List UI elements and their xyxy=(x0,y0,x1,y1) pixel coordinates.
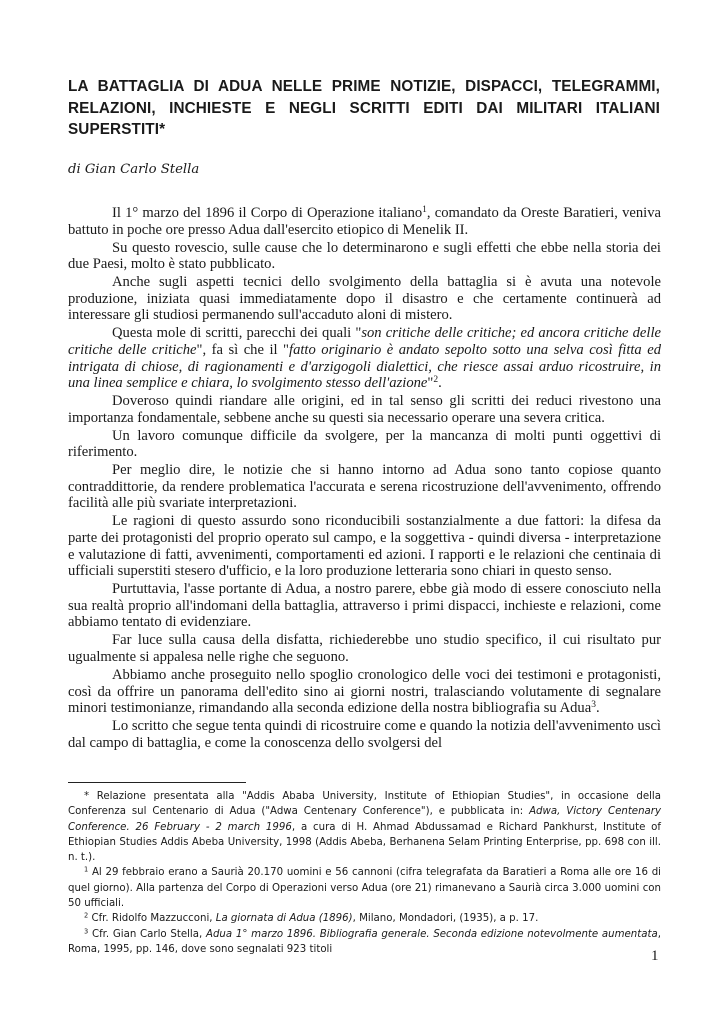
footnote-mark: 3 xyxy=(84,927,89,936)
paragraph: Far luce sulla causa della disfatta, richiederebbe uno studio specifico, il cui risultato pur ugualmente si appalesa nelle righe che seguono. xyxy=(68,632,661,665)
paragraph: Lo scritto che segue tenta quindi di ricostruire come e quando la notizia dell'avvenimento uscì dal campo di battaglia, e come la conoscenza dello svolgersi del xyxy=(68,718,661,751)
paragraph: Su questo rovescio, sulle cause che lo determinarono e sugli effetti che ebbe nella storia dei due Paesi, molto è stato pubblicato. xyxy=(68,239,661,273)
paragraph: Un lavoro comunque difficile da svolgere, per la mancanza di molti punti oggettivi di riferimento. xyxy=(68,427,661,461)
article-title: LA BATTAGLIA DI ADUA NELLE PRIME NOTIZIE, DISPACCI, TELEGRAMMI, RELAZIONI, INCHIESTE E NEGLI SCRITTI EDITI DAI MILITARI ITALIANI SUPERSTITI* xyxy=(68,78,660,138)
footnote-mark: * xyxy=(84,791,90,802)
paragraph: Abbiamo anche proseguito nello spoglio cronologico delle voci dei testimoni e protagonisti, così da offrire un panorama dell'edito sino ai giorni nostri, tralasciando volutamente di segnalare minori testimonianze, rimandando alla seconda edizione della nostra bibliografia su Adua$^3$. xyxy=(68,666,661,717)
footnote-ref: 1 xyxy=(422,204,427,215)
footnote-mark: 1 xyxy=(84,865,89,874)
footnote-ref: 3 xyxy=(591,699,596,710)
quotation: son critiche delle critiche; ed ancora critiche delle critiche delle critiche xyxy=(68,325,661,358)
quotation: fatto originario è andato sepolto sotto una selva così fitta ed intrigata di chiose, di ragionamenti e d'arzigogoli dialettici, che riesce assai arduo ricostruire, in una linea semplice e chiara, lo svolgimento stesso dell'azione xyxy=(68,341,661,392)
paragraph: Per meglio dire, le notizie che si hanno intorno ad Adua sono tanto copiose quanto contraddittorie, da rendere problematica l'accurata e serena ricostruzione dell'avvenimento, offrendo facilità alle più svariate interpretazioni. xyxy=(68,462,661,512)
footnote-divider xyxy=(68,782,246,783)
paragraph: Anche sugli aspetti tecnici dello svolgimento della battaglia si è avuta una notevole produzione, iniziata quasi immediatamente dopo il disastro e che certamente continuerà ad interessare gli studiosi permanendo sull'accaduto aloni di mistero. xyxy=(68,274,661,324)
footnote: $^2$ Cfr. Ridolfo Mazzucconi, La giornata di Adua (1896), Milano, Mondadori, (1935), a p. 17. xyxy=(84,911,539,925)
footnote: * Relazione presentata alla "Addis Ababa University, Institute of Ethiopian Studies", in occasione della Conferenza sul Centenario di Adua ("Adwa Centenary Conference"), e pubblicata in: Adwa, Victory Centenary Conference. 26 February - 2 march 1996, a cura di H. Ahmad Abdussamad e Richard Pankhurst, Institute of Ethiopian Studies Addis Abeba University, 1998 (Addis Abeba, Berhanena Selam Printing Enterprise, pp. 698 con ill. n. t.). xyxy=(68,791,661,864)
footnote: $^1$ Al 29 febbraio erano a Saurià 20.170 uomini e 56 cannoni (cifra telegrafata da Baratieri a Roma alle ore 16 di quel giorno). Alla partenza del Corpo di Operazioni verso Adua (ore 21) rimanevano a Saurià circa 3.000 uomini con 50 ufficiali. xyxy=(68,865,661,910)
paragraph: Doveroso quindi riandare alle origini, ed in tal senso gli scritti dei reduci rivestono una importanza fondamentale, sebbene anche su questi sia necessario operare una severa critica. xyxy=(68,393,661,426)
footnotes xyxy=(68,789,661,957)
paragraph: Purtuttavia, l'asse portante di Adua, a nostro parere, ebbe già modo di essere conosciuto nella sua realtà proprio all'indomani della battaglia, attraverso i primi dispacci, inchieste e relazioni, come abbiamo tentato di evidenziare. xyxy=(68,581,661,631)
paragraph: Questa mole di scritti, parecchi dei quali "son critiche delle critiche; ed ancora critiche delle critiche delle critiche", fa sì che il "fatto originario è andato sepolto sotto una selva così fitta ed intrigata di chiose, di ragionamenti e d'arzigogoli dialettici, che riesce assai arduo ricostruire, in una linea semplice e chiara, lo svolgimento stesso dell'azione"$^2$. xyxy=(68,325,661,392)
page-number: 1 xyxy=(651,948,659,964)
paragraph: Il 1° marzo del 1896 il Corpo di Operazione italiano$^1$, comandato da Oreste Baratieri, veniva battuto in poche ore presso Adua dall'esercito etiopico di Menelik II. xyxy=(68,204,661,238)
footnote-ref: 2 xyxy=(433,374,439,385)
footnote: $^3$ Cfr. Gian Carlo Stella, Adua 1° marzo 1896. Bibliografia generale. Seconda edizione notevolmente aumentata, Roma, 1995, pp. 146, dove sono segnalati 923 titoli xyxy=(68,927,661,955)
paragraph: Le ragioni di questo assurdo sono riconducibili sostanzialmente a due fattori: la difesa da parte dei protagonisti del proprio operato sul campo, e la soggettiva - quindi diversa - interpretazione e valutazione di fatti, avvenimenti, comportamenti ed azioni. I rapporti e le relazioni che centinaia di ufficiali superstiti stesero d'ufficio, e la loro produzione letteraria sono chiari in questo senso. xyxy=(68,513,661,580)
article-body xyxy=(68,205,661,753)
footnote-mark: 2 xyxy=(84,911,89,920)
article-author: di Gian Carlo Stella xyxy=(68,162,200,177)
